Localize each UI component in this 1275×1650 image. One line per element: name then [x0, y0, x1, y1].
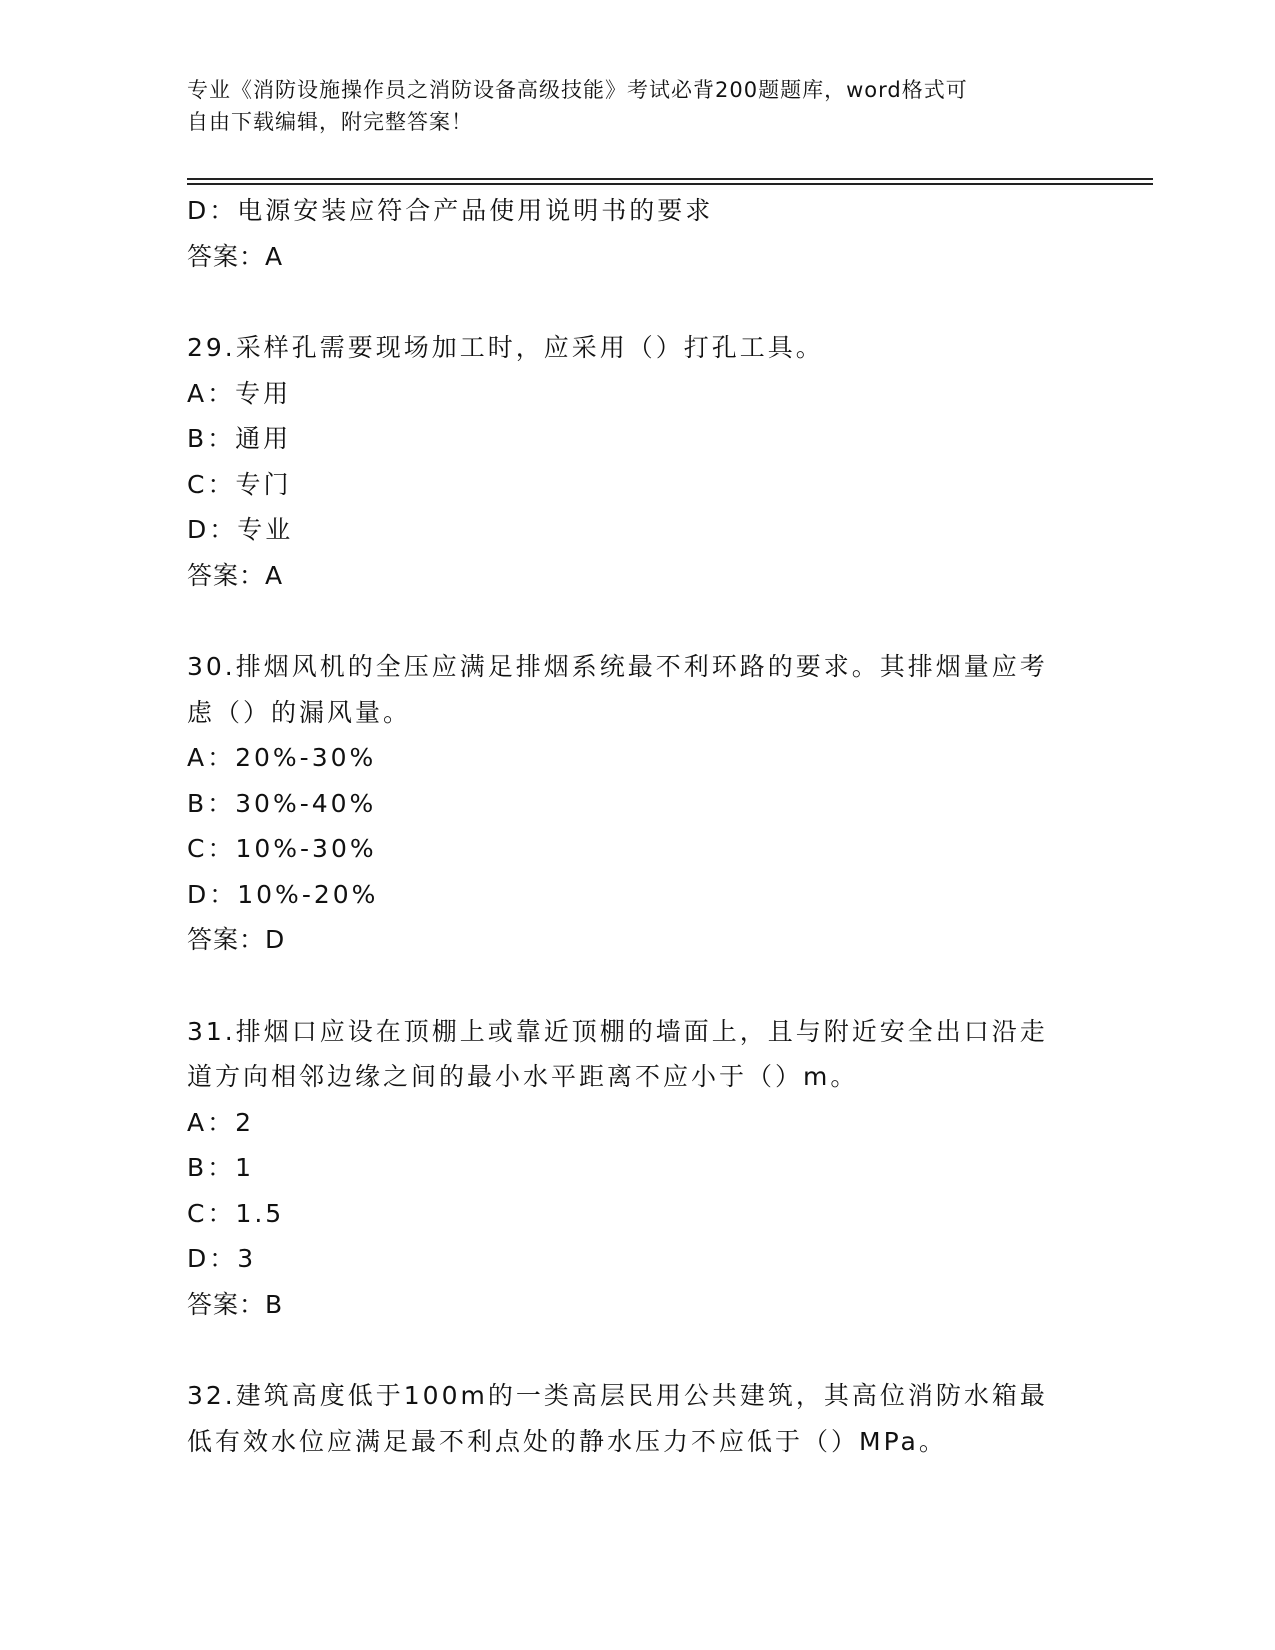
- question-stem-line-1: 31.排烟口应设在顶棚上或靠近顶棚的墙面上，且与附近安全出口沿走: [187, 1016, 1048, 1046]
- answer-line: 答案：A: [187, 560, 284, 590]
- question-stem: 29.采样孔需要现场加工时，应采用（）打孔工具。: [187, 333, 824, 362]
- question-stem-line-2: 道方向相邻边缘之间的最小水平距离不应小于（）m。: [187, 1062, 859, 1091]
- question-31: [187, 1009, 1087, 1328]
- option-b: B：1: [187, 1153, 255, 1182]
- question-29: [187, 325, 1087, 598]
- previous-question-tail: [187, 188, 1087, 279]
- question-stem-line-1: 30.排烟风机的全压应满足排烟系统最不利环路的要求。其排烟量应考: [187, 652, 1048, 681]
- option-c: C：专门: [187, 469, 292, 499]
- question-stem-line-2: 虑（）的漏风量。: [187, 697, 412, 727]
- answer-line: 答案：A: [187, 241, 284, 271]
- option-a: A：20%-30%: [187, 743, 377, 772]
- option-d: D：3: [187, 1244, 257, 1273]
- option-d: D：电源安装应符合产品使用说明书的要求: [187, 196, 714, 225]
- option-c: C：1.5: [187, 1198, 285, 1228]
- header-rule-top: [187, 178, 1153, 180]
- header-rule-bottom: [187, 183, 1153, 185]
- question-stem-line-2: 低有效水位应满足最不利点处的静水压力不应低于（）MPa。: [187, 1426, 947, 1456]
- header-line-2: 自由下载编辑，附完整答案！: [187, 110, 473, 134]
- document-header: [187, 74, 1067, 138]
- option-a: A：2: [187, 1107, 255, 1137]
- question-stem-line-1: 32.建筑高度低于100m的一类高层民用公共建筑，其高位消防水箱最: [187, 1381, 1048, 1410]
- option-d: D：专业: [187, 515, 294, 544]
- question-list: [187, 188, 1087, 1464]
- question-30: [187, 644, 1087, 963]
- option-b: B：通用: [187, 424, 292, 453]
- answer-line: 答案：D: [187, 925, 286, 954]
- option-b: B：30%-40%: [187, 788, 377, 818]
- option-a: A：专用: [187, 378, 292, 408]
- header-line-1: 专业《消防设施操作员之消防设备高级技能》考试必背200题题库，word格式可: [187, 78, 968, 102]
- question-32: [187, 1373, 1087, 1464]
- option-d: D：10%-20%: [187, 879, 379, 909]
- option-c: C：10%-30%: [187, 834, 377, 863]
- answer-line: 答案：B: [187, 1289, 284, 1319]
